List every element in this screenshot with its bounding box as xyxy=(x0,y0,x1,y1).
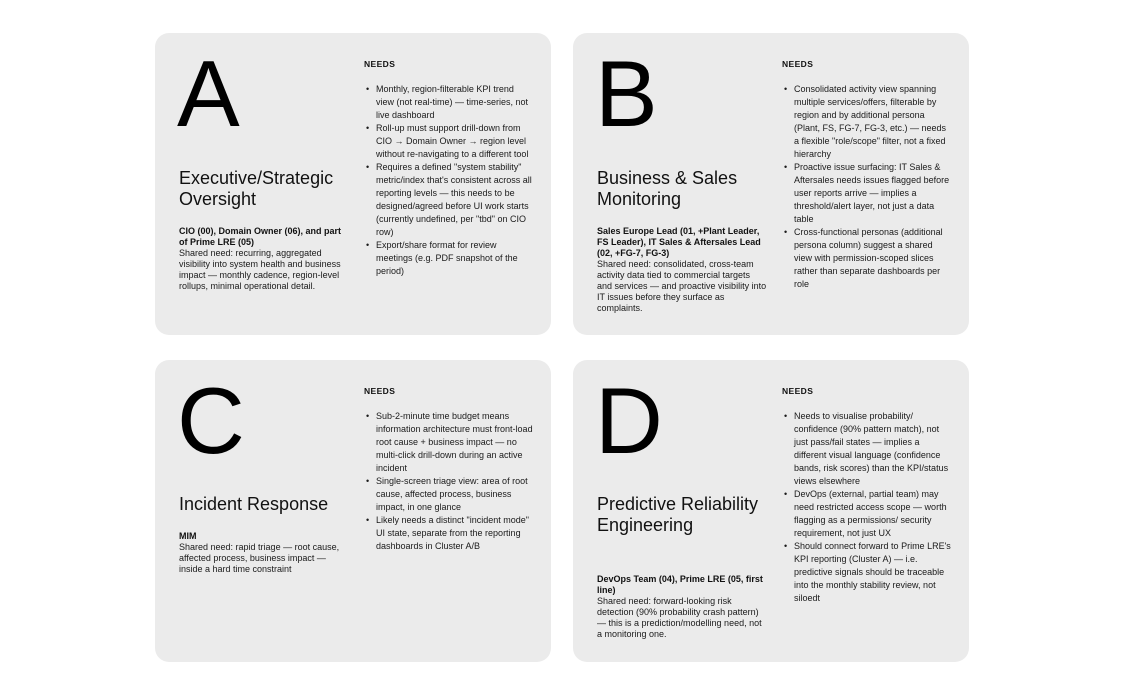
bullet-icon: • xyxy=(784,162,788,172)
needs-heading: NEEDS xyxy=(364,59,396,69)
needs-item: • Single-screen triage view: area of root cause, affected process, business impact, in one glance xyxy=(366,476,528,512)
bullet-icon: • xyxy=(366,240,370,250)
needs-heading: NEEDS xyxy=(364,386,396,396)
bullet-icon: • xyxy=(366,123,370,133)
needs-section xyxy=(782,386,952,605)
bullet-icon: • xyxy=(366,411,370,421)
shared-need: Shared need: recurring, aggregated visibility into system health and business impact — monthly cadence, region-level rollups, minimal operational detail. xyxy=(179,248,341,291)
persona-block xyxy=(597,226,767,314)
needs-item: • Consolidated activity view spanning multiple services/offers, filterable by region and by additional persona (Plant, FS, FG-7, FG-3, etc.) — needs a flexible "role/scope" filter, not a fixed hierarchy xyxy=(784,84,947,159)
cluster-letter: D xyxy=(595,368,663,473)
persona-block xyxy=(179,226,349,292)
cluster-title: Incident Response xyxy=(179,494,329,514)
bullet-icon: • xyxy=(784,227,788,237)
needs-item: • Export/share format for review meetings (e.g. PDF snapshot of the period) xyxy=(366,240,518,276)
bullet-icon: • xyxy=(784,411,788,421)
persona-block xyxy=(597,574,767,640)
persona-block xyxy=(179,531,349,575)
persona-name: MIM xyxy=(179,531,197,541)
shared-need: Shared need: rapid triage — root cause, affected process, business impact — inside a hard time constraint xyxy=(179,542,340,574)
needs-item: • Proactive issue surfacing: IT Sales & Aftersales needs issues flagged before user reports arrive — implies a threshold/alert layer, not just a data table xyxy=(784,162,950,224)
cluster-title: Predictive Reliability Engineering xyxy=(597,494,759,535)
needs-section xyxy=(364,386,534,553)
needs-section xyxy=(782,59,952,291)
needs-list xyxy=(782,410,952,605)
persona-name: DevOps Team (04), Prime LRE (05, first line) xyxy=(597,574,763,595)
needs-section xyxy=(364,59,534,278)
bullet-icon: • xyxy=(784,489,788,499)
bullet-icon: • xyxy=(366,515,370,525)
needs-heading: NEEDS xyxy=(782,386,814,396)
bullet-icon: • xyxy=(784,84,788,94)
needs-list xyxy=(364,83,534,278)
needs-list xyxy=(364,410,534,553)
cluster-title: Executive/Strategic Oversight xyxy=(179,168,334,209)
persona-cluster-card-a xyxy=(155,33,551,335)
needs-heading: NEEDS xyxy=(782,59,814,69)
shared-need: Shared need: consolidated, cross-team activity data tied to commercial targets and services — and proactive visibility into IT issues before they surface as complaints. xyxy=(597,259,767,313)
needs-item: • Should connect forward to Prime LRE's KPI reporting (Cluster A) — i.e. predictive signals should be traceable into the monthly stability review, not siloedt xyxy=(784,541,951,603)
persona-name: Sales Europe Lead (01, +Plant Leader, FS Leader), IT Sales & Aftersales Lead (02, +FG-7, FG-3) xyxy=(597,226,761,258)
needs-item: • DevOps (external, partial team) may need restricted access scope — worth flagging as a permissions/ security requirement, not just UX xyxy=(784,489,947,538)
persona-cluster-card-d xyxy=(573,360,969,662)
needs-item: • Likely needs a distinct "incident mode" UI state, separate from the reporting dashboards in Cluster A/B xyxy=(366,515,529,551)
needs-item: • Sub-2-minute time budget means information architecture must front-load root cause + business impact — no multi-click drill-down during an active incident xyxy=(366,411,533,473)
bullet-icon: • xyxy=(366,162,370,172)
bullet-icon: • xyxy=(366,84,370,94)
needs-item: • Requires a defined "system stability" metric/index that's consistent across all reporting levels — this needs to be designed/agreed before UI work starts (currently undefined, per "tbd" on CIO row) xyxy=(366,162,532,237)
needs-item: • Cross-functional personas (additional persona column) suggest a shared view with permission-scoped slices rather than separate dashboards per role xyxy=(784,227,943,289)
needs-item: • Monthly, region-filterable KPI trend view (not real-time) — time-series, not live dashboard xyxy=(366,84,529,120)
cluster-letter: C xyxy=(177,368,245,473)
needs-list xyxy=(782,83,952,291)
cluster-letter: A xyxy=(177,41,240,146)
bullet-icon: • xyxy=(366,476,370,486)
needs-item: • Roll-up must support drill-down from CIO → Domain Owner → region level without re-navigating to a different tool xyxy=(366,123,529,159)
persona-cluster-card-c xyxy=(155,360,551,662)
shared-need: Shared need: forward-looking risk detection (90% probability crash pattern) — this is a prediction/modelling need, not a monitoring one. xyxy=(597,596,762,639)
bullet-icon: • xyxy=(784,541,788,551)
persona-name: CIO (00), Domain Owner (06), and part of Prime LRE (05) xyxy=(179,226,342,247)
cluster-title: Business & Sales Monitoring xyxy=(597,168,738,209)
persona-cluster-card-b xyxy=(573,33,969,335)
cluster-letter: B xyxy=(595,41,658,146)
needs-item: • Needs to visualise probability/ confidence (90% pattern match), not just pass/fail states — implies a different visual language (confidence bands, risk scores) than the KPI/status views elsewhere xyxy=(784,411,949,486)
